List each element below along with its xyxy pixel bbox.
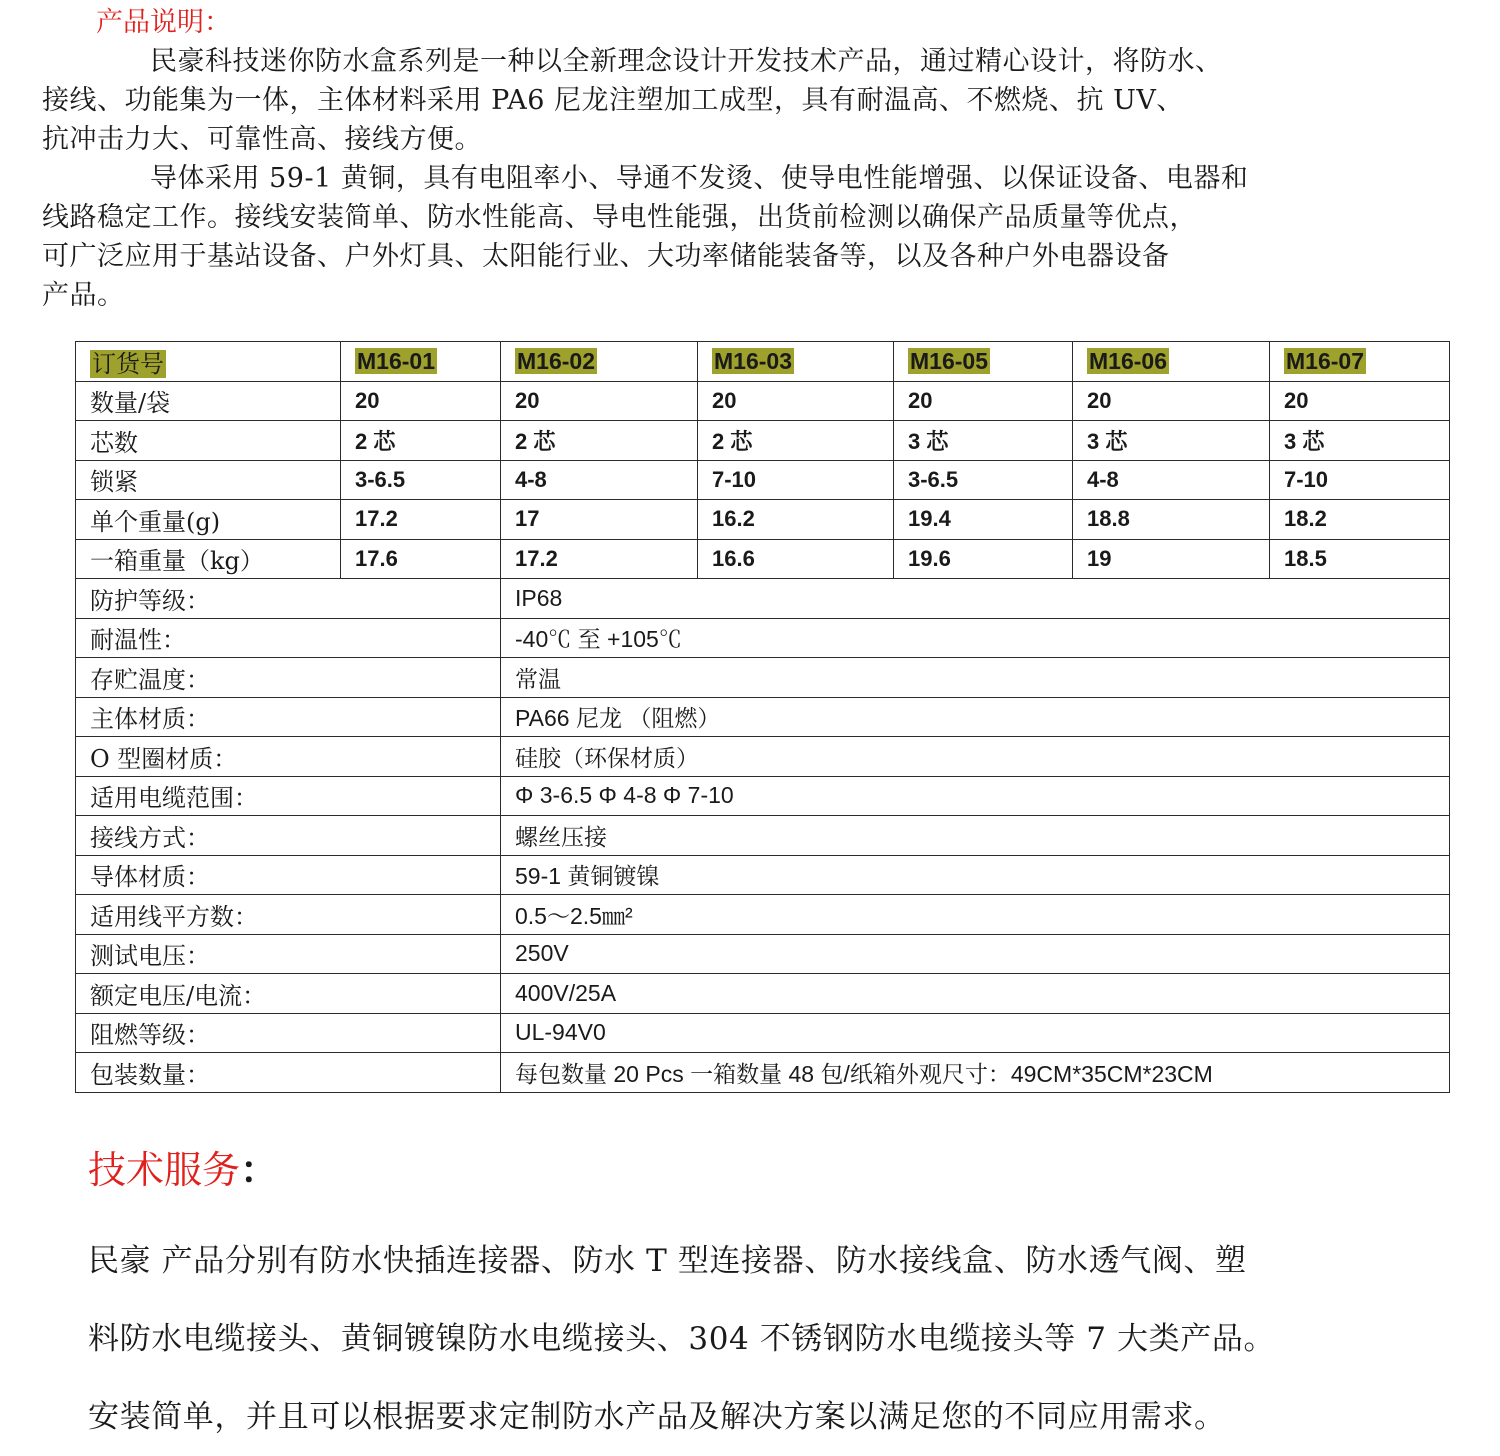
spec-label: 主体材质： xyxy=(76,697,501,737)
model-header-cell xyxy=(1270,342,1450,382)
row-label: 一箱重量（kg） xyxy=(76,539,341,579)
table-cell: 20 xyxy=(894,381,1073,421)
model-number: M16-06 xyxy=(1089,347,1167,374)
row-label: 芯数 xyxy=(76,421,341,461)
table-cell: 19.4 xyxy=(894,500,1073,540)
service-line: 安装简单，并且可以根据要求定制防水产品及解决方案以满足您的不同应用需求。 xyxy=(88,1399,1226,1435)
spec-value: 硅胶（环保材质） xyxy=(501,737,1450,777)
model-number: M16-05 xyxy=(910,347,988,374)
spec-label: 导体材质： xyxy=(76,855,501,895)
spec-table xyxy=(75,341,1450,1093)
table-cell: 17.6 xyxy=(341,539,501,579)
spec-value: UL-94V0 xyxy=(501,1013,1450,1053)
table-cell: 3-6.5 xyxy=(894,460,1073,500)
spec-label: 包装数量： xyxy=(76,1053,501,1093)
spec-value: -40℃ 至 +105℃ xyxy=(501,618,1450,658)
model-header-cell xyxy=(894,342,1073,382)
table-row xyxy=(76,974,1450,1014)
row-label: 单个重量(g) xyxy=(76,500,341,540)
table-cell: 3 芯 xyxy=(1270,421,1450,461)
table-cell: 3 芯 xyxy=(1073,421,1270,461)
paragraph-line: 民豪科技迷你防水盒系列是一种以全新理念设计开发技术产品，通过精心设计，将防水、 xyxy=(150,46,1223,77)
spec-label: 耐温性： xyxy=(76,618,501,658)
spec-table-body xyxy=(76,342,1450,1093)
spec-label: 接线方式： xyxy=(76,816,501,856)
table-row xyxy=(76,816,1450,856)
table-row xyxy=(76,895,1450,935)
tech-service-text xyxy=(88,1222,1428,1456)
spec-label: 存贮温度： xyxy=(76,658,501,698)
section-title-product-description: 产品说明： xyxy=(96,7,231,38)
table-row xyxy=(76,500,1450,540)
tech-service-title: 技术服务 xyxy=(88,1148,241,1192)
table-cell: 20 xyxy=(1073,381,1270,421)
spec-value: Φ 3-6.5 Φ 4-8 Φ 7-10 xyxy=(501,776,1450,816)
table-cell: 4-8 xyxy=(1073,460,1270,500)
spec-value: 400V/25A xyxy=(501,974,1450,1014)
spec-value: 0.5～2.5㎜² xyxy=(501,895,1450,935)
order-number-label: 订货号 xyxy=(92,349,164,378)
table-cell: 18.8 xyxy=(1073,500,1270,540)
paragraph-line: 导体采用 59-1 黄铜，具有电阻率小、导通不发烫、使导电性能增强、以保证设备、电器和 xyxy=(150,163,1249,194)
table-row xyxy=(76,579,1450,619)
spec-value: IP68 xyxy=(501,579,1450,619)
table-cell: 2 芯 xyxy=(501,421,698,461)
table-row xyxy=(76,737,1450,777)
paragraph-line: 产品。 xyxy=(42,280,125,311)
table-cell: 19 xyxy=(1073,539,1270,579)
table-cell: 20 xyxy=(1270,381,1450,421)
model-header-cell xyxy=(1073,342,1270,382)
table-row xyxy=(76,1053,1450,1093)
model-number: M16-03 xyxy=(714,347,792,374)
spec-value: 250V xyxy=(501,934,1450,974)
spec-value: 59-1 黄铜镀镍 xyxy=(501,855,1450,895)
spec-value: 螺丝压接 xyxy=(501,816,1450,856)
service-line: 民豪 产品分别有防水快插连接器、防水 T 型连接器、防水接线盒、防水透气阀、塑 xyxy=(88,1243,1247,1279)
table-row xyxy=(76,776,1450,816)
table-row xyxy=(76,1013,1450,1053)
model-number: M16-01 xyxy=(357,347,435,374)
spec-label: 阻燃等级： xyxy=(76,1013,501,1053)
spec-label: 额定电压/电流： xyxy=(76,974,501,1014)
table-cell: 17.2 xyxy=(341,500,501,540)
tech-service-colon: ： xyxy=(240,1147,279,1192)
table-row xyxy=(76,934,1450,974)
table-cell: 20 xyxy=(341,381,501,421)
model-number: M16-07 xyxy=(1286,347,1364,374)
paragraph-line: 可广泛应用于基站设备、户外灯具、太阳能行业、大功率储能装备等，以及各种户外电器设备 xyxy=(42,241,1170,272)
intro-paragraph-1 xyxy=(42,42,1356,159)
spec-value: PA66 尼龙 （阻燃） xyxy=(501,697,1450,737)
table-cell: 2 芯 xyxy=(698,421,894,461)
table-cell: 20 xyxy=(698,381,894,421)
table-header-row xyxy=(76,342,1450,382)
row-label: 数量/袋 xyxy=(76,381,341,421)
table-cell: 2 芯 xyxy=(341,421,501,461)
table-cell: 16.2 xyxy=(698,500,894,540)
table-cell: 7-10 xyxy=(1270,460,1450,500)
spec-label: 适用线平方数： xyxy=(76,895,501,935)
model-number: M16-02 xyxy=(517,347,595,374)
table-cell: 17.2 xyxy=(501,539,698,579)
table-cell: 18.5 xyxy=(1270,539,1450,579)
paragraph-line: 抗冲击力大、可靠性高、接线方便。 xyxy=(42,124,482,155)
model-header-cell xyxy=(341,342,501,382)
table-row xyxy=(76,460,1450,500)
spec-label: 适用电缆范围： xyxy=(76,776,501,816)
order-number-header xyxy=(76,342,341,382)
table-cell: 3-6.5 xyxy=(341,460,501,500)
section-title-tech-service xyxy=(88,1144,278,1196)
row-label: 锁紧 xyxy=(76,460,341,500)
table-cell: 16.6 xyxy=(698,539,894,579)
table-row xyxy=(76,855,1450,895)
service-line: 料防水电缆接头、黄铜镀镍防水电缆接头、304 不锈钢防水电缆接头等 7 大类产品。 xyxy=(88,1321,1276,1357)
table-cell: 20 xyxy=(501,381,698,421)
table-row xyxy=(76,421,1450,461)
paragraph-line: 接线、功能集为一体，主体材料采用 PA6 尼龙注塑加工成型，具有耐温高、不燃烧、抗 UV、 xyxy=(42,85,1184,116)
table-row xyxy=(76,539,1450,579)
paragraph-line: 线路稳定工作。接线安装简单、防水性能高、导电性能强，出货前检测以确保产品质量等优点， xyxy=(42,202,1197,233)
product-description xyxy=(42,4,1356,315)
table-cell: 19.6 xyxy=(894,539,1073,579)
spec-label: 防护等级： xyxy=(76,579,501,619)
table-cell: 4-8 xyxy=(501,460,698,500)
spec-label: O 型圈材质： xyxy=(76,737,501,777)
table-cell: 3 芯 xyxy=(894,421,1073,461)
model-header-cell xyxy=(501,342,698,382)
table-row xyxy=(76,658,1450,698)
spec-value: 每包数量 20 Pcs 一箱数量 48 包/纸箱外观尺寸：49CM*35CM*23CM xyxy=(501,1053,1450,1093)
table-cell: 7-10 xyxy=(698,460,894,500)
table-row xyxy=(76,697,1450,737)
table-row xyxy=(76,618,1450,658)
model-header-cell xyxy=(698,342,894,382)
table-cell: 17 xyxy=(501,500,698,540)
spec-value: 常温 xyxy=(501,658,1450,698)
spec-label: 测试电压： xyxy=(76,934,501,974)
table-row xyxy=(76,381,1450,421)
table-cell: 18.2 xyxy=(1270,500,1450,540)
intro-paragraph-2 xyxy=(42,159,1356,315)
